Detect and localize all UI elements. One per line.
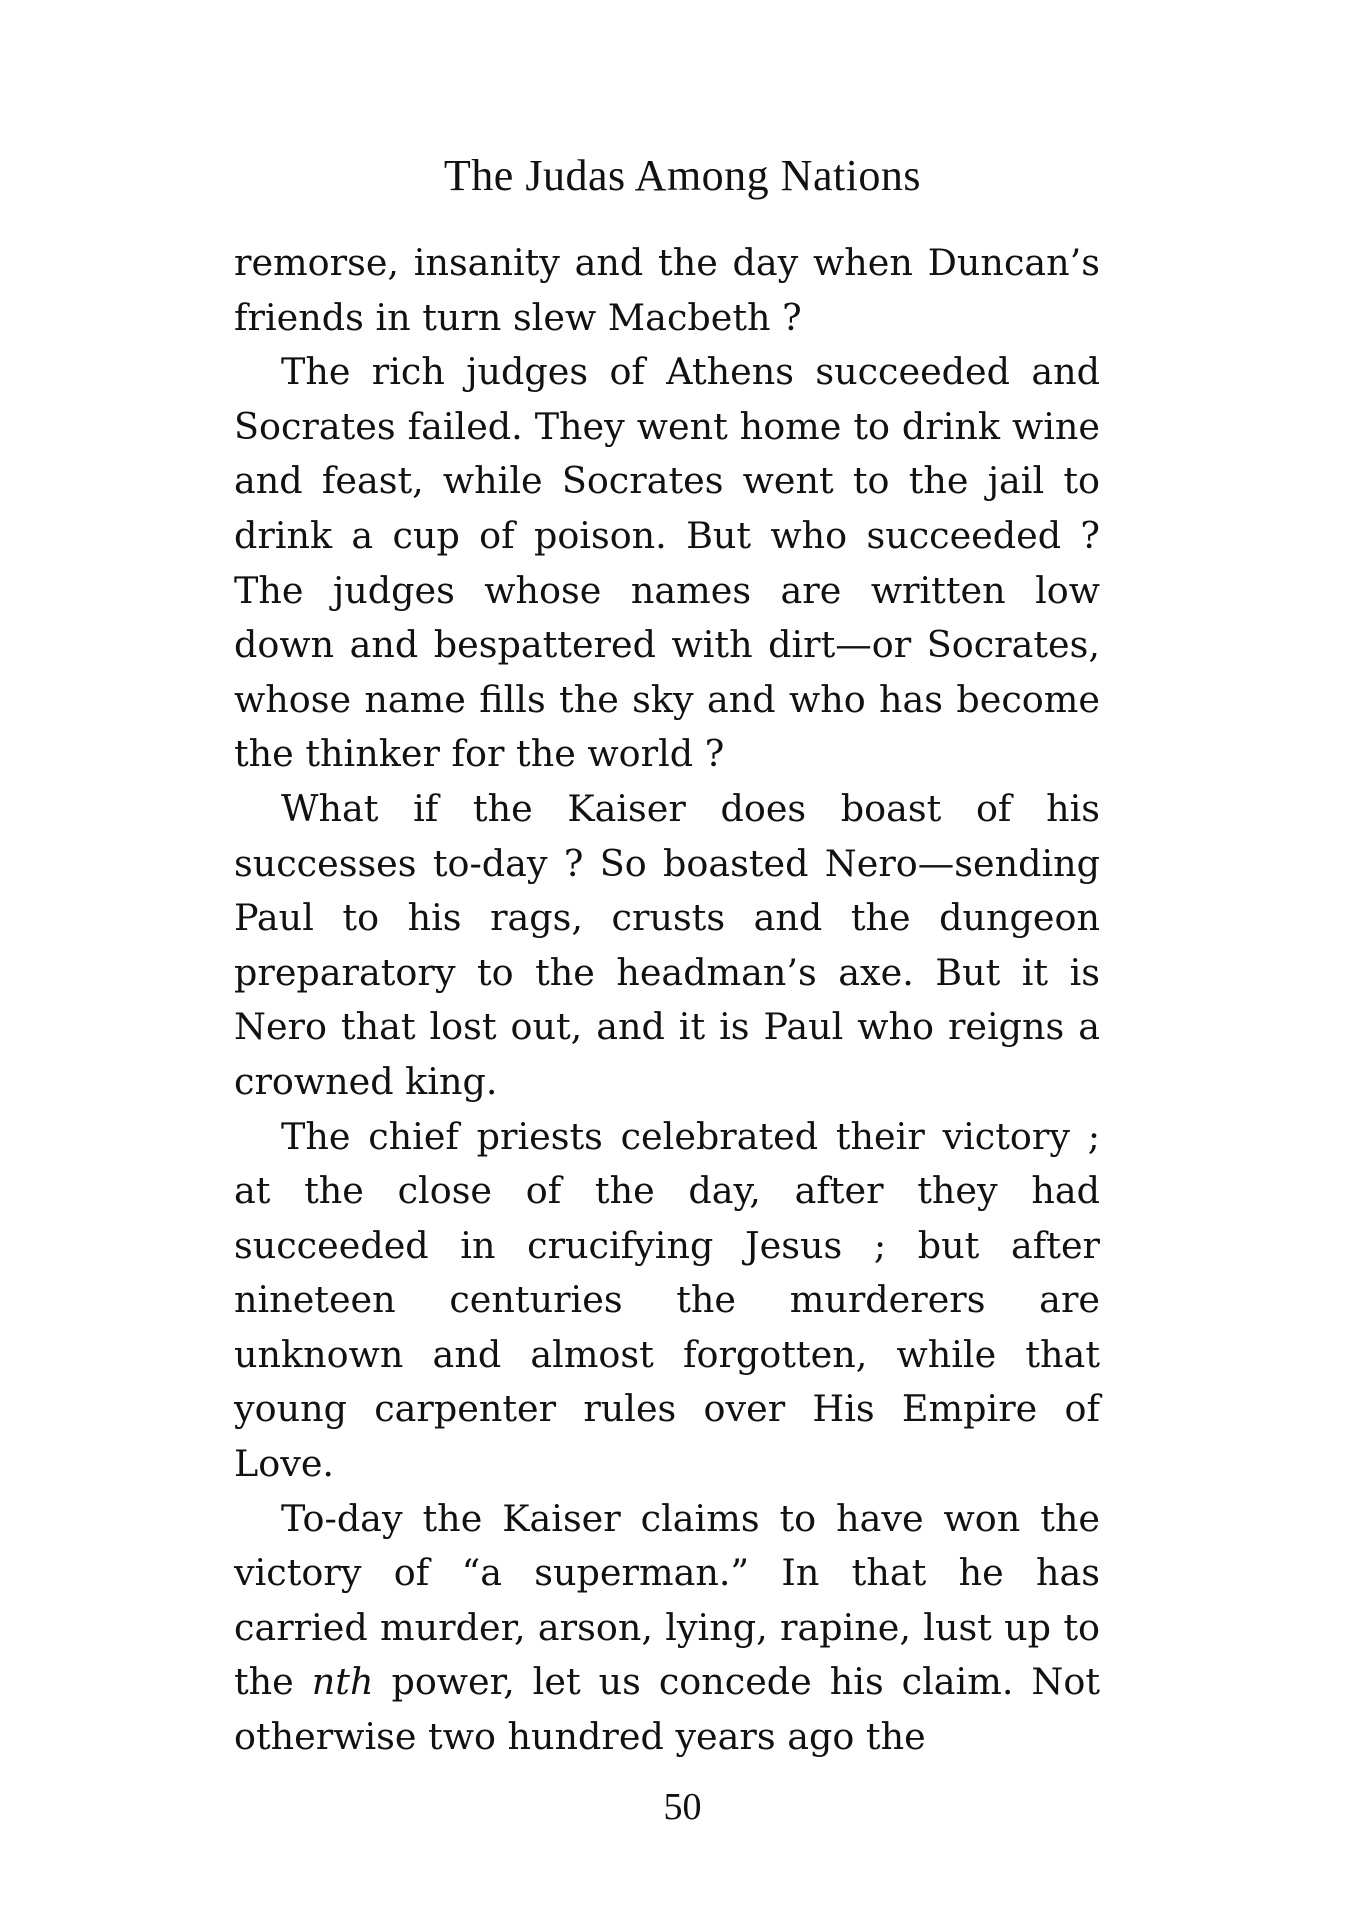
running-head: The Judas Among Nations bbox=[443, 151, 922, 200]
paragraph-socrates: The rich judges of Athens succeeded and Socrates failed. They went home to drink wine and feast, while Socrates went to the jail to drink a cup of poison. But who succeeded ? The judges whose names are written low down and bespattered with dirt—or Socrates, whose name fills the sky and who has become the thinker for the world ? bbox=[234, 350, 1100, 776]
superman-text-after: power, let us concede his claim. Not otherwise two hundred years ago the bbox=[234, 1660, 1100, 1759]
page-number: 50 bbox=[663, 1786, 702, 1828]
paragraph-kaiser-nero: What if the Kaiser does boast of his successes to-day ? So boasted Nero—sending Paul to his rags, crusts and the dungeon preparatory to the headman’s axe. But it is Nero that lost out, and it is Paul who reigns a crowned king. bbox=[234, 786, 1100, 1103]
paragraph-continued: remorse, insanity and the day when Duncan’s friends in turn slew Macbeth ? bbox=[234, 241, 1100, 339]
body-text bbox=[234, 236, 1100, 1765]
nth-emphasis: nth bbox=[311, 1660, 374, 1704]
superman-text-before: To-day the Kaiser claims to have won the victory of “a superman.” In that he has carried murder, arson, lying, rapine, lust up to the bbox=[234, 1496, 1100, 1704]
paragraph-superman bbox=[234, 1492, 1100, 1765]
paragraph-chief-priests: The chief priests celebrated their victory ; at the close of the day, after they had succeeded in crucifying Jesus ; but after nineteen centuries the murderers are unknown and almost forgotten, while that young carpenter rules over His Empire of Love. bbox=[234, 1114, 1100, 1486]
